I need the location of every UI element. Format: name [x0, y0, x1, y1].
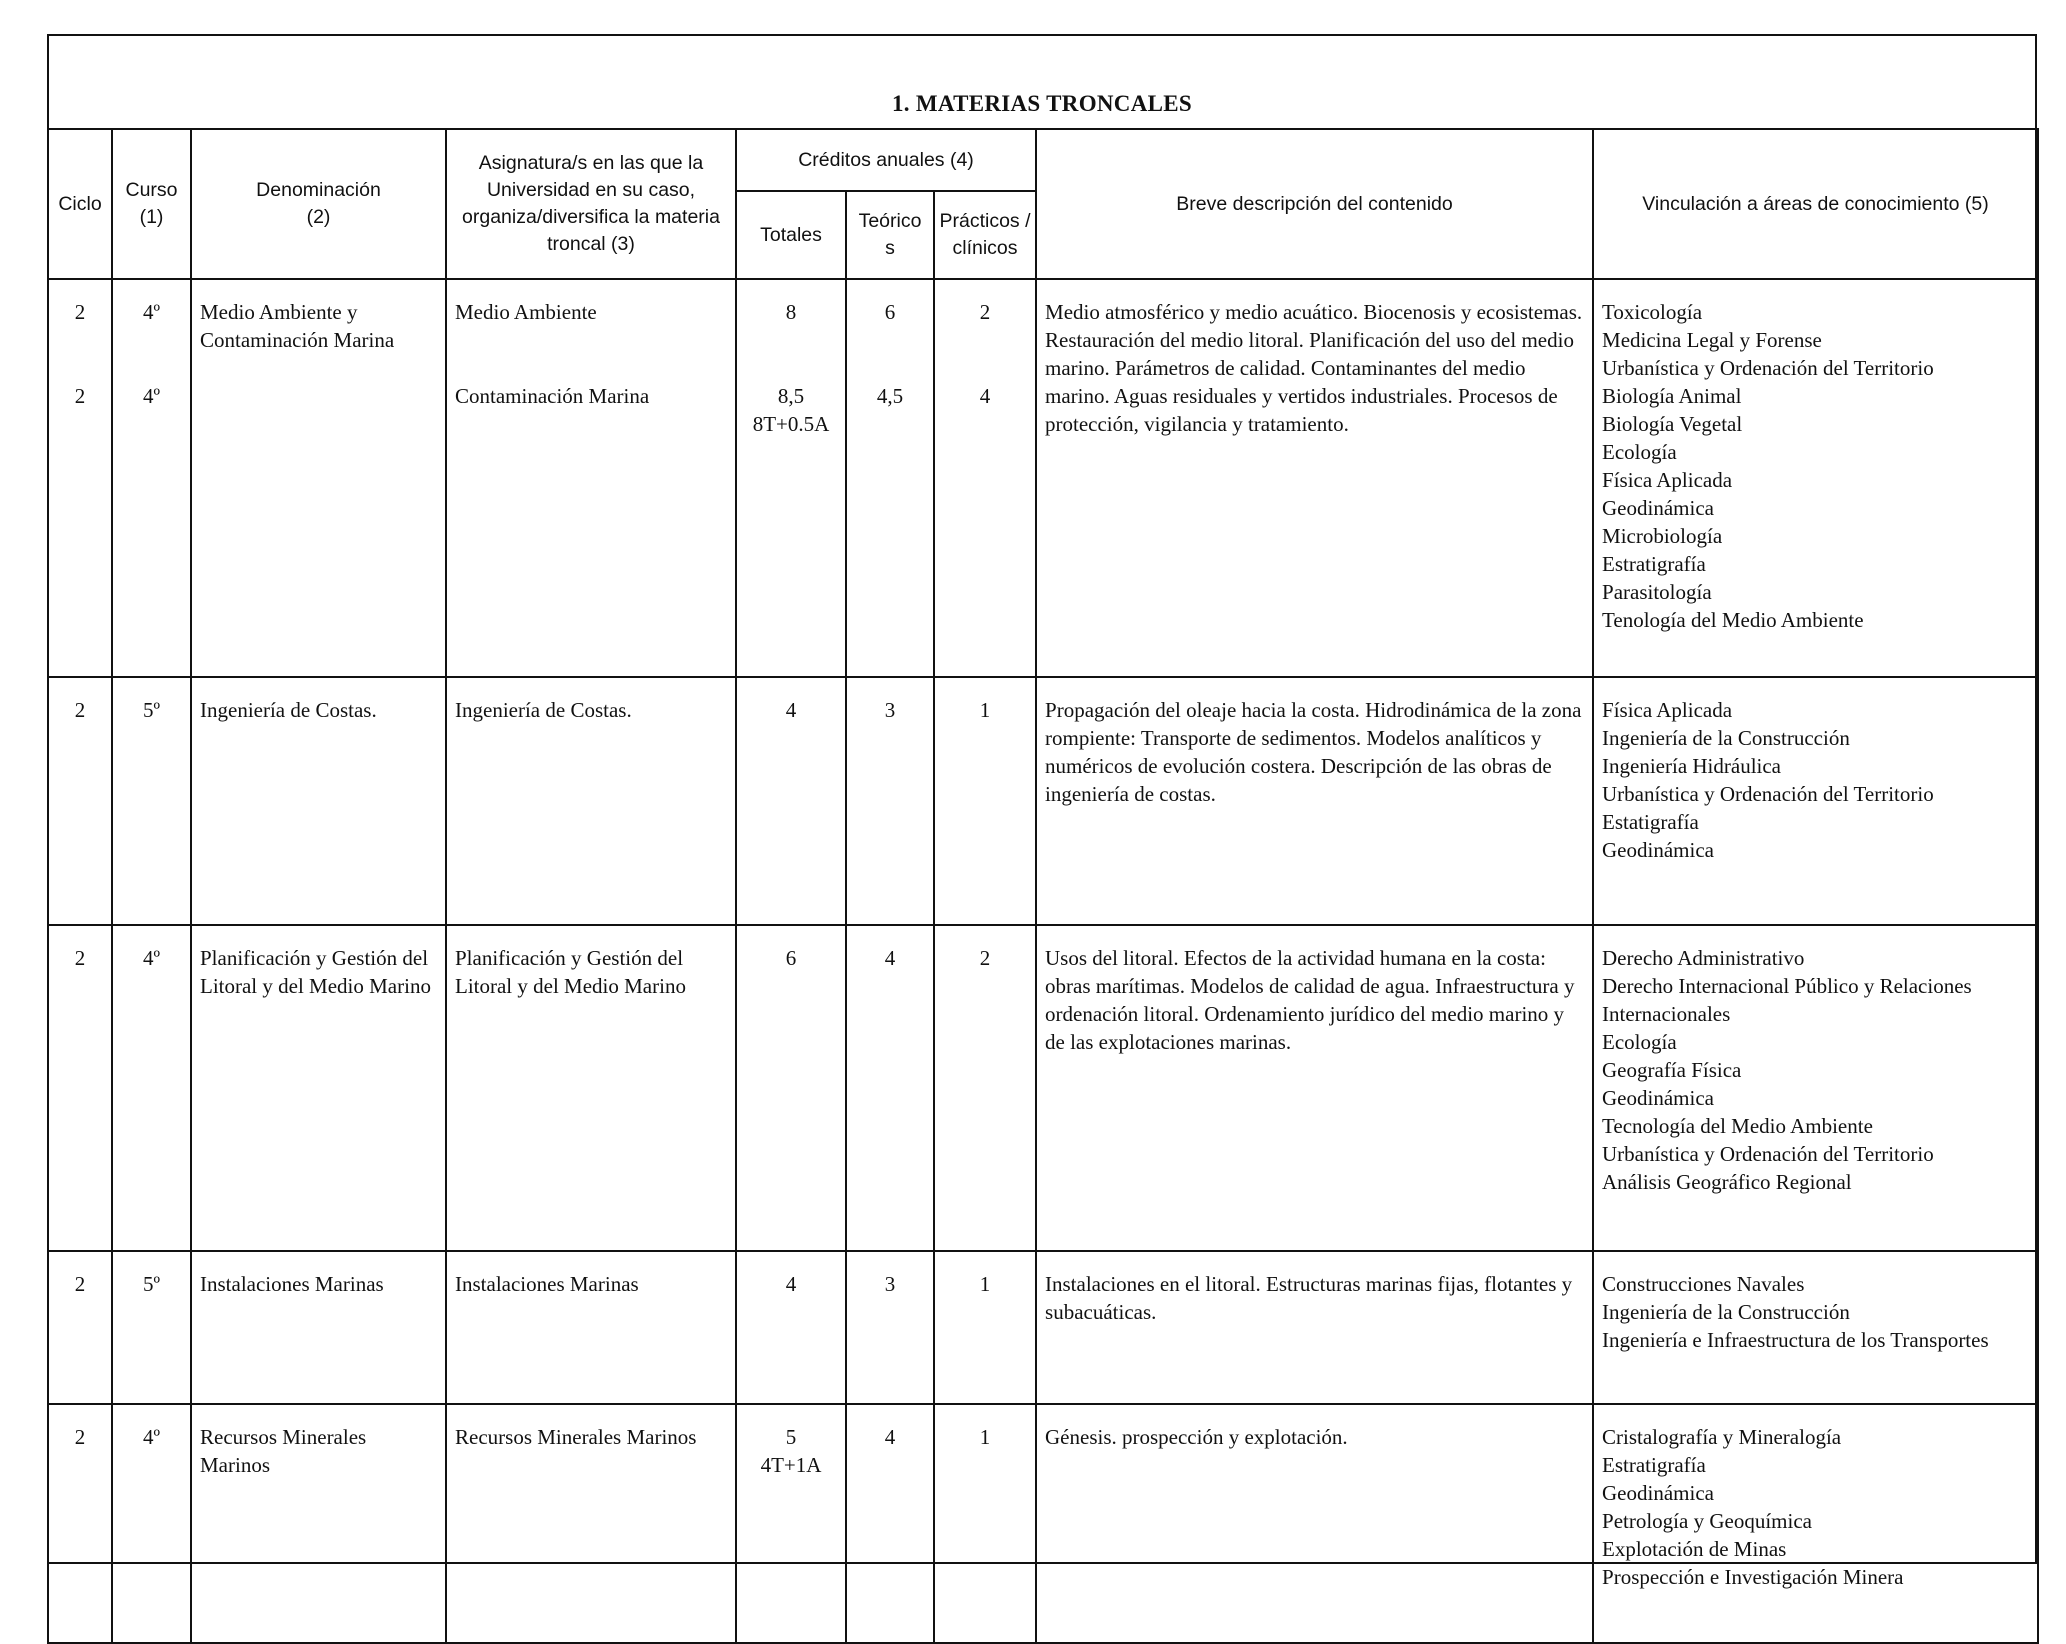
area-item: Ecología — [1602, 1030, 1677, 1054]
denominacion-cell: Instalaciones Marinas — [191, 1251, 446, 1404]
area-item: Explotación de Minas — [1602, 1537, 1787, 1561]
header-denominacion-label: Denominación — [256, 179, 381, 201]
area-item: Biología Vegetal — [1602, 412, 1743, 436]
header-ciclo: Ciclo — [48, 129, 112, 279]
asignatura-value: Medio Ambiente — [455, 300, 597, 324]
asignatura-cell: Instalaciones Marinas — [446, 1251, 736, 1404]
area-item: Estratigrafía — [1602, 552, 1706, 576]
header-totales: Totales — [736, 191, 846, 279]
header-creditos: Créditos anuales (4) — [736, 129, 1036, 191]
practicos-cell: 1 — [934, 1404, 1036, 1643]
areas-cell — [1593, 925, 2038, 1251]
teoricos-cell: 4 — [846, 925, 934, 1251]
area-item: Parasitología — [1602, 580, 1712, 604]
header-teoricos: Teórico s — [846, 191, 934, 279]
areas-cell — [1593, 1404, 2038, 1643]
area-item: Ingeniería de la Construcción — [1602, 1300, 1850, 1324]
denominacion-cell: Planificación y Gestión del Litoral y del Medio Marino — [191, 925, 446, 1251]
totales-breakdown: 8T+0.5A — [752, 412, 830, 436]
teoricos-cell — [846, 279, 934, 677]
ciclo-cell: 2 — [48, 1251, 112, 1404]
area-item: Biología Animal — [1602, 384, 1742, 408]
asignatura-cell: Planificación y Gestión del Litoral y del Medio Marino — [446, 925, 736, 1251]
area-item: Prospección e Investigación Minera — [1602, 1565, 1904, 1589]
area-item: Ingeniería Hidráulica — [1602, 754, 1782, 778]
header-practicos: Prácticos / clínicos — [934, 191, 1036, 279]
areas-cell — [1593, 677, 2038, 925]
ciclo-cell: 2 — [48, 677, 112, 925]
totales-value: 8,5 — [777, 384, 805, 408]
ciclo-value: 2 — [74, 300, 86, 324]
practicos-cell — [934, 279, 1036, 677]
area-item: Medicina Legal y Forense — [1602, 328, 1822, 352]
area-item: Tecnología del Medio Ambiente — [1602, 1114, 1873, 1138]
curso-cell: 4º — [112, 925, 191, 1251]
area-item: Cristalografía y Mineralogía — [1602, 1425, 1842, 1449]
area-item: Urbanística y Ordenación del Territorio — [1602, 356, 1934, 380]
totales-value: 5 — [785, 1425, 797, 1449]
areas-cell — [1593, 1251, 2038, 1404]
descripcion-cell: Medio atmosférico y medio acuático. Biocenosis y ecosistemas. Restauración del medio litoral. Planificación del uso del medio marino. Parámetros de calidad. Contaminantes del medio marino. Aguas residuales y vertidos industriales. Procesos de protección, vigilancia y tratamiento. — [1036, 279, 1593, 677]
asignatura-cell: Recursos Minerales Marinos — [446, 1404, 736, 1643]
area-item: Geodinámica — [1602, 496, 1714, 520]
areas-cell — [1593, 279, 2038, 677]
header-descripcion: Breve descripción del contenido — [1036, 129, 1593, 279]
table-row — [48, 1404, 2038, 1643]
curso-cell: 5º — [112, 1251, 191, 1404]
area-item: Física Aplicada — [1602, 468, 1733, 492]
area-item: Internacionales — [1602, 1002, 1731, 1026]
area-item: Estratigrafía — [1602, 1453, 1706, 1477]
denominacion-cell: Medio Ambiente y Contaminación Marina — [191, 279, 446, 677]
area-item: Ingeniería e Infraestructura de los Transportes — [1602, 1328, 1989, 1352]
practicos-cell: 1 — [934, 1251, 1036, 1404]
area-item: Petrología y Geoquímica — [1602, 1509, 1812, 1533]
table-header — [48, 129, 2038, 279]
curso-cell: 5º — [112, 677, 191, 925]
header-vinculacion: Vinculación a áreas de conocimiento (5) — [1593, 129, 2038, 279]
area-item: Ecología — [1602, 440, 1677, 464]
teoricos-value: 6 — [884, 300, 896, 324]
teoricos-value: 4,5 — [876, 384, 904, 408]
practicos-cell: 1 — [934, 677, 1036, 925]
area-item: Microbiología — [1602, 524, 1723, 548]
document-page — [47, 34, 2037, 1589]
asignatura-value: Contaminación Marina — [455, 384, 650, 408]
page-title: 1. MATERIAS TRONCALES — [891, 91, 1193, 116]
area-item: Física Aplicada — [1602, 698, 1733, 722]
totales-cell: 4 — [736, 1251, 846, 1404]
ciclo-cell: 2 — [48, 925, 112, 1251]
area-item: Análisis Geográfico Regional — [1602, 1170, 1852, 1194]
materias-table — [47, 128, 2039, 1644]
area-item: Derecho Internacional Público y Relaciones — [1602, 974, 1972, 998]
denominacion-cell: Ingeniería de Costas. — [191, 677, 446, 925]
curso-value: 4º — [142, 384, 160, 408]
asignatura-cell — [446, 279, 736, 677]
header-curso-note: (1) — [139, 206, 164, 228]
header-denominacion-note: (2) — [306, 206, 331, 228]
teoricos-cell: 3 — [846, 677, 934, 925]
totales-breakdown: 4T+1A — [760, 1453, 822, 1477]
descripcion-cell: Propagación del oleaje hacia la costa. Hidrodinámica de la zona rompiente: Transporte de sedimentos. Modelos analíticos y numéricos de evolución costera. Descripción de las obras de ingeniería de costas. — [1036, 677, 1593, 925]
practicos-value: 2 — [979, 300, 991, 324]
area-item: Toxicología — [1602, 300, 1703, 324]
header-curso — [112, 129, 191, 279]
curso-cell — [112, 279, 191, 677]
area-item: Estatigrafía — [1602, 810, 1699, 834]
area-item: Tenología del Medio Ambiente — [1602, 608, 1864, 632]
curso-value: 4º — [142, 300, 160, 324]
header-asignaturas: Asignatura/s en las que la Universidad en su caso, organiza/diversifica la materia troncal (3) — [446, 129, 736, 279]
totales-value: 8 — [785, 300, 797, 324]
descripcion-cell: Usos del litoral. Efectos de la actividad humana en la costa: obras marítimas. Modelos de calidad de agua. Infraestructura y ordenación litoral. Ordenamiento jurídico del medio marino y de las explotaciones marinas. — [1036, 925, 1593, 1251]
area-item: Ingeniería de la Construcción — [1602, 726, 1850, 750]
teoricos-cell: 3 — [846, 1251, 934, 1404]
totales-cell — [736, 279, 846, 677]
area-item: Geodinámica — [1602, 1481, 1714, 1505]
denominacion-cell: Recursos Minerales Marinos — [191, 1404, 446, 1643]
descripcion-cell: Génesis. prospección y explotación. — [1036, 1404, 1593, 1643]
practicos-value: 4 — [979, 384, 991, 408]
totales-cell — [736, 1404, 846, 1643]
header-curso-label: Curso — [125, 179, 178, 201]
teoricos-cell: 4 — [846, 1404, 934, 1643]
totales-cell: 4 — [736, 677, 846, 925]
totales-cell: 6 — [736, 925, 846, 1251]
asignatura-cell: Ingeniería de Costas. — [446, 677, 736, 925]
practicos-cell: 2 — [934, 925, 1036, 1251]
area-item: Urbanística y Ordenación del Territorio — [1602, 782, 1934, 806]
descripcion-cell: Instalaciones en el litoral. Estructuras marinas fijas, flotantes y subacuáticas. — [1036, 1251, 1593, 1404]
ciclo-cell: 2 — [48, 1404, 112, 1643]
area-item: Geografía Física — [1602, 1058, 1742, 1082]
area-item: Urbanística y Ordenación del Territorio — [1602, 1142, 1934, 1166]
table-row — [48, 1251, 2038, 1404]
ciclo-cell — [48, 279, 112, 677]
area-item: Construcciones Navales — [1602, 1272, 1805, 1296]
table-row — [48, 279, 2038, 677]
header-denominacion — [191, 129, 446, 279]
curso-cell: 4º — [112, 1404, 191, 1643]
table-row — [48, 677, 2038, 925]
area-item: Derecho Administrativo — [1602, 946, 1805, 970]
table-row — [48, 925, 2038, 1251]
area-item: Geodinámica — [1602, 1086, 1714, 1110]
area-item: Geodinámica — [1602, 838, 1714, 862]
ciclo-value: 2 — [74, 384, 86, 408]
